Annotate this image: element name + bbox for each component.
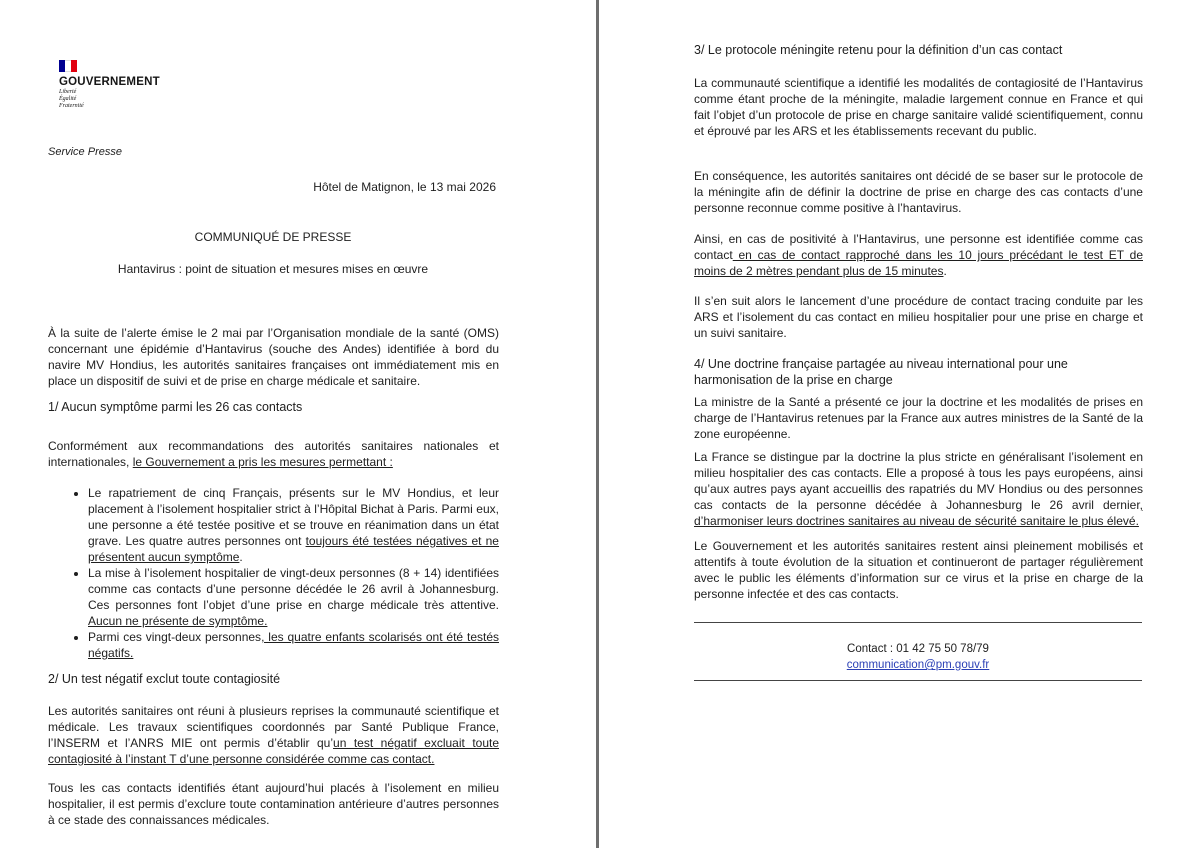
date-line: Hôtel de Matignon, le 13 mai 2026 [313,180,496,194]
text-span: Parmi ces vingt-deux personnes [88,630,262,644]
logo-title: GOUVERNEMENT [59,76,160,88]
text-span: Les autorités sanitaires ont réuni à plusieurs reprises la communauté scientifique et médicale. Les travaux scientifiques coordonnés par Santé Publique France, l’INSERM et l’ANRS MIE ont permis d’établir qu’ [48,704,499,750]
motto-line: Égalité [59,96,77,102]
underlined-text: , les quatre enfants scolarisés ont été testés négatifs. [88,630,499,660]
list-item [88,565,499,629]
french-flag-icon [59,60,77,72]
section-4-paragraph-1: La ministre de la Santé a présenté ce jour la doctrine et les modalités de prises en charge de l’Hantavirus retenues par la France aux autres ministres de la Santé de la zone européenne. [694,395,1143,441]
contact-separator-bottom [694,680,1142,681]
text-span: Conformément aux recommandations des autorités sanitaires nationales et internationales, [48,439,499,469]
government-logo [59,60,209,110]
contact-email-link[interactable]: communication@pm.gouv.fr [846,659,990,671]
section-2-paragraph-1 [48,703,499,767]
motto-line: Liberté [59,89,77,95]
list-item [88,629,499,661]
list-item [88,485,499,565]
underlined-text: , d’harmoniser leurs doctrines sanitaires au niveau de sécurité sanitaire le plus élevé. [694,498,1143,528]
underlined-text: un test négatif excluait toute contagiosité à l’instant T d’une personne considérée comme cas contact. [48,736,500,766]
text-span: afin de définir la doctrine de prise en charge des cas contacts d’une personne reconnue comme positive à l’hantavirus. [694,185,1143,215]
document-page-left [0,0,596,848]
section-4-paragraph-3: Le Gouvernement et les autorités sanitaires restent ainsi pleinement mobilisés et attentifs à toute évolution de la situation et continueront de partager régulièrement avec le public les éléments d’information sur ce virus et la prise en charge de la personne infectée et des cas contacts. [694,539,1143,601]
underlined-text: Aucun ne présente de symptôme. [88,614,268,628]
contact-email-line [694,657,1142,673]
section-3-paragraph-2 [694,168,1143,216]
text-span: Le rapatriement de cinq Français, présents sur le MV Hondius, et leur placement à l’isolement hospitalier strict à l’Hôpital Bichat à Paris. Parmi eux, une personne a été testée positive et se trouve en réanimation dans un état grave. Les quatre autres personnes ont [88,486,499,548]
service-label: Service Presse [48,146,122,158]
section-3-paragraph-1: La communauté scientifique a identifié les modalités de contagiosité de l’Hantavirus comme étant proche de la méningite, maladie largement connue en France et qui fait l’objet d’un protocole de prise en charge sanitaire validé scientifiquement, connu et éprouvé par les ARS et les établissements recevant du public. [694,76,1143,138]
text-span: Ainsi, en cas de positivité à l’Hantavirus, une personne est identifiée comme cas contact [694,232,1143,262]
section-3-paragraph-4: Il s’en suit alors le lancement d’une procédure de contact tracing conduite par les ARS et l’isolement du cas contact en milieu hospitalier pour une prise en charge et un suivi sanitaire. [694,294,1143,340]
underlined-text: le Gouvernement a pris les mesures permettant : [132,455,393,469]
document-page-right [599,0,1200,848]
section-1-title: 1/ Aucun symptôme parmi les 26 cas contacts [48,400,303,414]
section-4-title: 4/ Une doctrine française partagée au niveau international pour une harmonisation de la prise en charge [694,357,1068,387]
document-subtitle: Hantavirus : point de situation et mesures mises en œuvre [117,262,429,276]
underlined-text: toujours été testées négatives et ne présentent aucun symptôme [88,534,499,564]
logo-motto [59,89,209,110]
text-span: La France se distingue par la doctrine la plus stricte en généralisant l’isolement en milieu hospitalier des cas contacts. Elle a proposé à tous les pays européens, ainsi qu’aux autres pays ayant accueillis des rapatriés du MV Hondius ou des personnes cas contacts de la personne décédée à Johannesburg le 26 avril dernier [694,450,1143,512]
text-span: . [943,264,947,278]
section-1-paragraph [48,438,499,470]
section-4-paragraph-2 [694,449,1143,529]
section-2-paragraph-2: Tous les cas contacts identifiés étant aujourd’hui placés à l’isolement en milieu hospitalier, il est permis d’exclure toute contamination antérieure d’autres personnes à ce stade des connaissances médicales. [48,781,499,827]
section-2-title: 2/ Un test négatif exclut toute contagiosité [48,672,281,686]
emphasis-text: les autorités sanitaires ont décidé de se baser sur le protocole de la méningite [694,169,1143,199]
motto-line: Fraternité [59,103,84,109]
measures-list [48,485,499,661]
contact-separator-top [694,622,1142,623]
section-3-paragraph-3 [694,231,1143,279]
intro-paragraph: À la suite de l’alerte émise le 2 mai par l’Organisation mondiale de la santé (OMS) concernant une épidémie d’Hantavirus (souche des Andes) identifiée à bord du navire MV Hondius, les autorités sanitaires françaises ont immédiatement mis en place un dispositif de suivi et de prise en charge médicale et sanitaire. [48,326,499,388]
text-span: En conséquence, [694,169,792,183]
section-3-title: 3/ Le protocole méningite retenu pour la définition d’un cas contact [694,43,1063,57]
contact-phone: Contact : 01 42 75 50 78/79 [847,643,989,655]
document-type: COMMUNIQUÉ DE PRESSE [194,230,352,244]
text-span: . [239,550,243,564]
text-span: La mise à l’isolement hospitalier de vingt-deux personnes (8 + 14) identifiées comme cas contacts d’une personne décédée le 26 avril à Johannesburg. Ces personnes font l’objet d’une prise en charge médicale très attentive. [88,566,499,612]
underlined-text: en cas de contact rapproché dans les 10 jours précédant le test ET de moins de 2 mètres pendant plus de 15 minutes [694,248,1143,278]
